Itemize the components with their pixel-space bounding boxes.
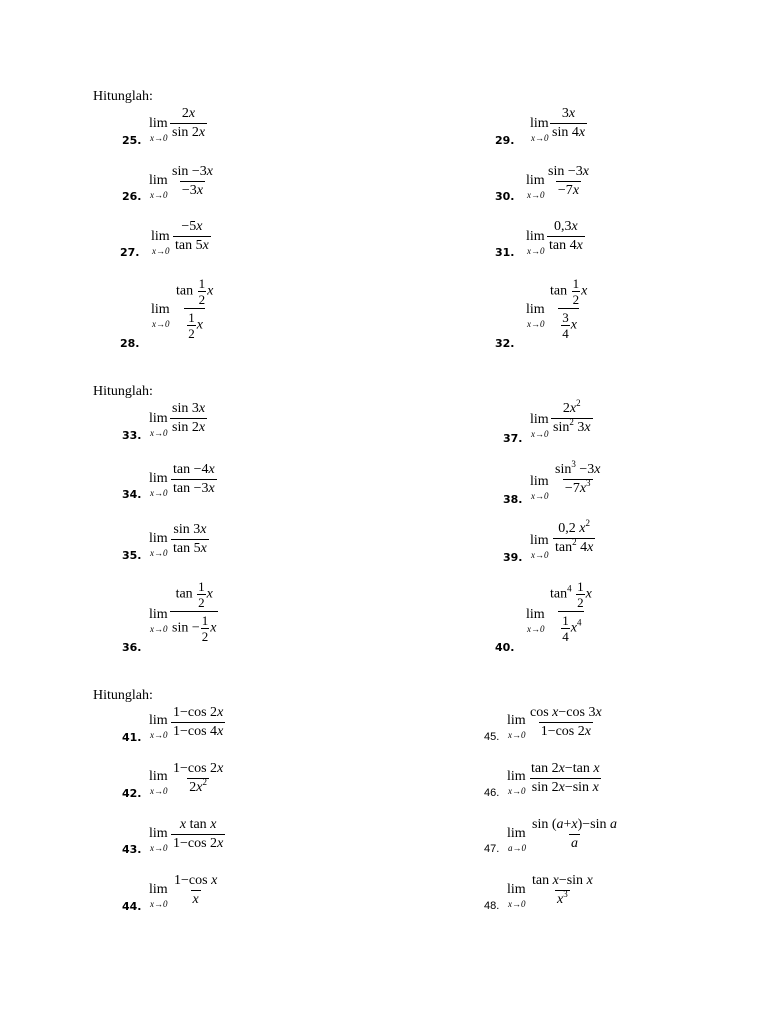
problem-number: 42. (122, 787, 142, 800)
limit-operator: lim x→0 (149, 826, 168, 853)
limit-operator: lim x→0 (149, 411, 168, 438)
fraction: $\frac{2x^2}{\sin^2 3x}$ (553, 398, 591, 435)
limit-operator: lim x→0 (507, 882, 526, 909)
limit-operator: lim x→0 (151, 302, 170, 329)
section-header-2: Hitunglah: (93, 384, 153, 399)
fraction: $\frac{0,2 x^2}{\tan^2 4x}$ (555, 518, 594, 555)
problem-number: 33. (122, 429, 142, 442)
limit-operator: lim x→0 (149, 173, 168, 200)
limit-operator: lim x→0 (507, 769, 526, 796)
fraction: $\frac{0,3x}{\tan 4x}$ (549, 219, 583, 253)
problem-number: 31. (495, 246, 515, 259)
problem-number: 36. (122, 641, 142, 654)
problem-number: 27. (120, 246, 140, 259)
problem-number: 28. (120, 337, 140, 350)
limit-operator: lim x→0 (149, 713, 168, 740)
problem-number: 44. (122, 900, 142, 913)
problem-number: 47. (484, 843, 500, 855)
limit-operator: lim x→0 (149, 769, 168, 796)
problem-number: 39. (503, 551, 523, 564)
problem-number: 38. (503, 493, 523, 506)
problem-number: 34. (122, 488, 142, 501)
problem-number: 37. (503, 432, 523, 445)
fraction: $\frac{\text{tan x−sin x}}{x^3}$ (532, 873, 593, 907)
fraction: $\frac{\text{sin (a+x)−sin a}}{a}$ (532, 817, 618, 851)
fraction: $\frac{\sin -3x}{-3x}$ (172, 164, 213, 198)
problem-number: 29. (495, 134, 515, 147)
fraction: $\frac{-5x}{\tan 5x}$ (175, 219, 209, 253)
problem-number: 32. (495, 337, 515, 350)
fraction: $\frac{1-\cos 2x}{2x^2}$ (173, 761, 224, 795)
fraction: $\frac{\sin -3x}{-7x}$ (548, 164, 589, 198)
problem-number: 41. (122, 731, 142, 744)
limit-operator: lim x→0 (507, 713, 526, 740)
problem-number: 25. (122, 134, 142, 147)
limit-operator: lim x→0 (149, 531, 168, 558)
problem-number: 46. (484, 787, 500, 799)
limit-operator: lim x→0 (526, 302, 545, 329)
limit-operator: lim x→0 (151, 229, 170, 256)
limit-operator: lim x→0 (526, 173, 545, 200)
problem-number: 30. (495, 190, 515, 203)
fraction: $\frac{\text{1−cos x}}{x}$ (174, 873, 218, 907)
limit-operator: lim x→0 (149, 607, 168, 634)
limit-operator: lim x→0 (526, 607, 545, 634)
limit-operator: lim x→0 (526, 229, 545, 256)
fraction: tan $\frac{1}{2}$ x $\frac{1}{2}$ x (176, 276, 214, 341)
section-header-3: Hitunglah: (93, 688, 153, 703)
limit-operator: lim x→0 (530, 533, 549, 560)
problem-number: 48. (484, 900, 500, 912)
fraction: $\frac{2x}{\sin 2x}$ (172, 106, 206, 140)
fraction: $\frac{\sin 3x}{\sin 2x}$ (172, 401, 206, 435)
limit-operator: lim a→0 (507, 826, 526, 853)
problem-number: 35. (122, 549, 142, 562)
problem-number: 43. (122, 843, 142, 856)
limit-operator: lim x→0 (149, 116, 168, 143)
limit-operator: lim x→0 (149, 882, 168, 909)
fraction: $\frac{\text{cos x−cos 3x}}{1-\cos 2x}$ (530, 705, 602, 739)
fraction: $\frac{1-\cos 2x}{1-\cos 4x}$ (173, 705, 224, 739)
problem-number: 45. (484, 731, 500, 743)
problem-number: 26. (122, 190, 142, 203)
fraction: $\frac{\sin^3 -3x}{-7x^3}$ (555, 459, 601, 496)
fraction: $\frac{\sin 3x}{\tan 5x}$ (173, 522, 207, 556)
fraction: tan $\frac{1}{2}$ x sin − $\frac{1}{2}$ x (172, 579, 217, 644)
problem-number: 40. (495, 641, 515, 654)
limit-operator: lim x→0 (149, 471, 168, 498)
fraction: $\frac{3x}{\sin 4x}$ (552, 106, 586, 140)
limit-operator: lim x→0 (530, 474, 549, 501)
fraction: $\frac{\text{x tan x}}{1-\cos 2x}$ (173, 817, 224, 851)
limit-operator: lim x→0 (530, 116, 549, 143)
fraction: $\frac{\tan -4x}{\tan -3x}$ (173, 462, 215, 496)
fraction: tan $\frac{1}{2}$ x $\frac{3}{4}$ x (550, 276, 588, 341)
limit-operator: lim x→0 (530, 412, 549, 439)
fraction: $\frac{\text{tan 2x−tan x}}{\text{sin 2x−sin x}}$ (531, 761, 600, 795)
section-header-1: Hitunglah: (93, 89, 153, 104)
fraction: $\tan^4$ $\frac{1}{2}$ x $\frac{1}{4}$ $x^4$ (550, 579, 592, 644)
